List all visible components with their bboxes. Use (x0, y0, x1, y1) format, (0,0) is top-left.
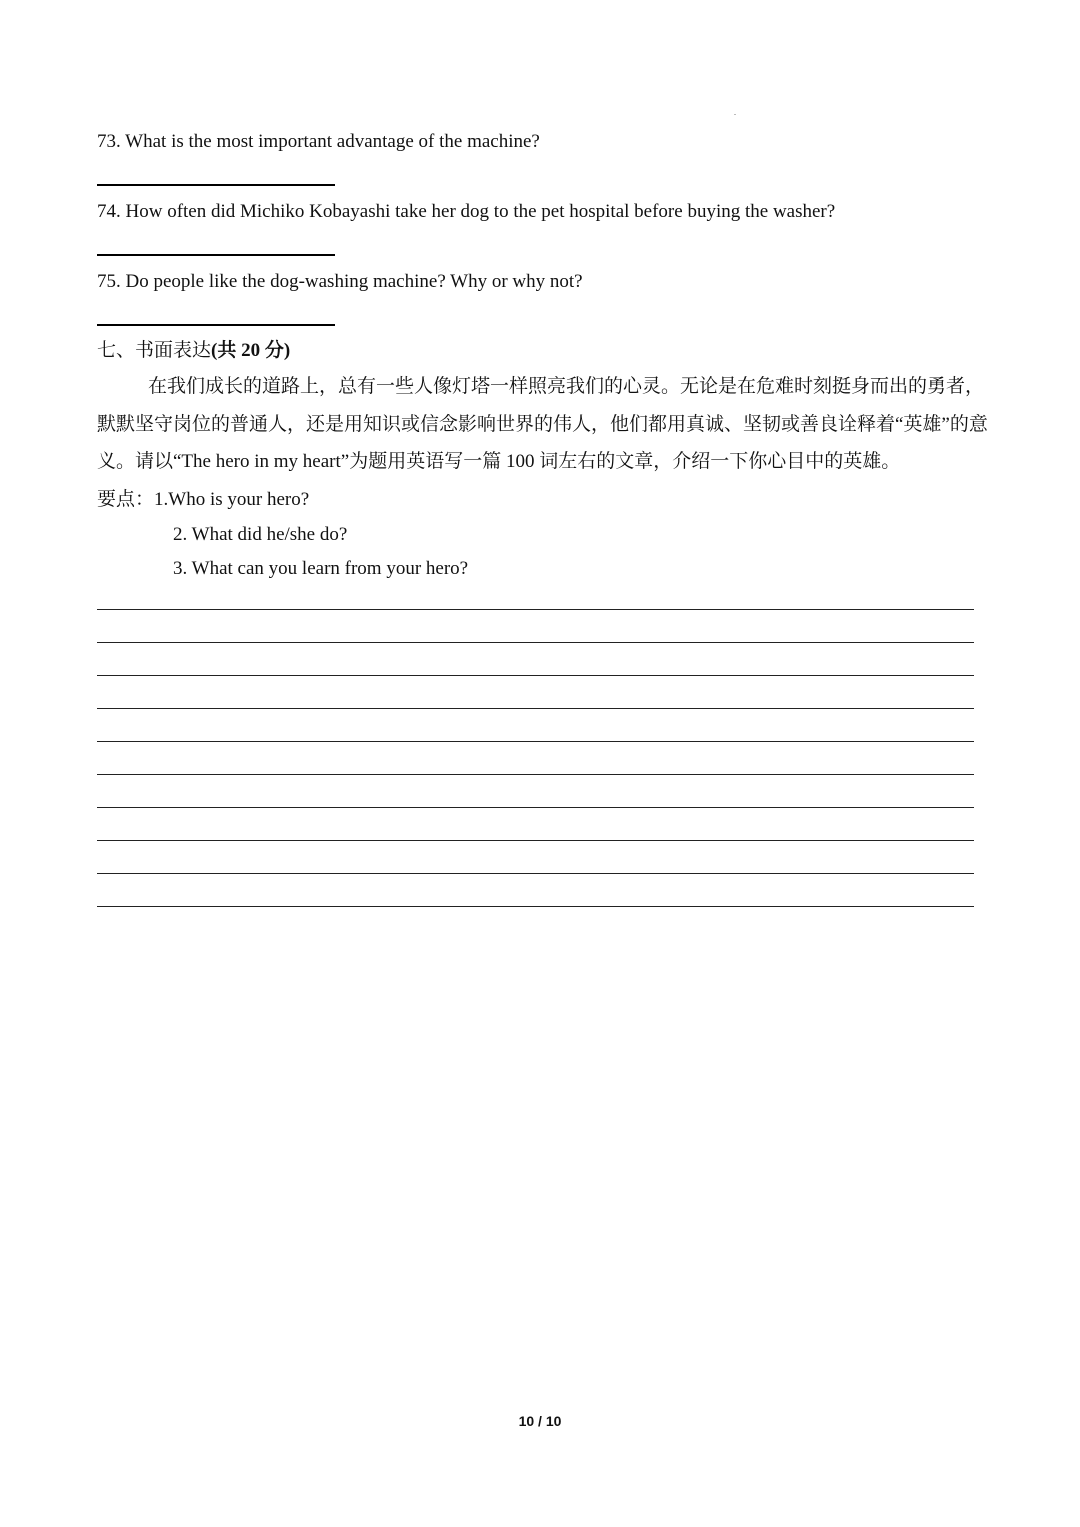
writing-line[interactable] (97, 774, 974, 775)
paragraph-line: 默默坚守岗位的普通人，还是用知识或信念影响世界的伟人，他们都用真诚、坚韧或善良诠释着“英雄”的意 (97, 413, 988, 435)
question-separator: . (116, 131, 121, 152)
question-number: 73 (97, 131, 116, 152)
point-text: 2. What did he/she do? (173, 524, 348, 545)
question-separator: . (116, 271, 121, 292)
question-separator: . (116, 201, 121, 222)
writing-line[interactable] (97, 807, 974, 808)
question-number: 75 (97, 271, 116, 292)
writing-line[interactable] (97, 708, 974, 709)
writing-line[interactable] (97, 906, 974, 907)
points-item-2 (173, 523, 347, 547)
question-text: Do people like the dog-washing machine? Why or why not? (125, 271, 583, 292)
writing-line[interactable] (97, 873, 974, 874)
points-item-1 (97, 488, 309, 512)
point-text: 1.Who is your hero? (154, 489, 310, 510)
question-75 (97, 270, 583, 294)
section-heading-score: (共 20 分) (211, 340, 291, 361)
writing-line[interactable] (97, 609, 974, 610)
answer-line-74[interactable] (97, 254, 335, 256)
points-label: 要点： (97, 489, 155, 510)
question-74 (97, 200, 835, 224)
instruction-paragraph (97, 368, 988, 481)
question-73 (97, 130, 540, 154)
writing-line[interactable] (97, 840, 974, 841)
writing-line[interactable] (97, 675, 974, 676)
question-number: 74 (97, 201, 116, 222)
writing-line[interactable] (97, 741, 974, 742)
answer-line-73[interactable] (97, 184, 335, 186)
point-text: 3. What can you learn from your hero? (173, 558, 469, 579)
paragraph-line: 义。请以“The hero in my heart”为题用英语写一篇 100 词左右的文章，介绍一下你心目中的英雄。 (97, 451, 901, 472)
scan-speck (734, 114, 736, 115)
answer-line-75[interactable] (97, 324, 335, 326)
section-heading (97, 339, 290, 363)
question-text: How often did Michiko Kobayashi take her dog to the pet hospital before buying the washer? (125, 201, 836, 222)
paragraph-line: 在我们成长的道路上，总有一些人像灯塔一样照亮我们的心灵。无论是在危难时刻挺身而出的勇者， (148, 376, 985, 397)
section-heading-title: 七、书面表达 (97, 340, 212, 361)
points-item-3 (173, 557, 468, 581)
page-number: 10 / 10 (518, 1413, 562, 1429)
question-text: What is the most important advantage of the machine? (125, 131, 540, 152)
writing-line[interactable] (97, 642, 974, 643)
